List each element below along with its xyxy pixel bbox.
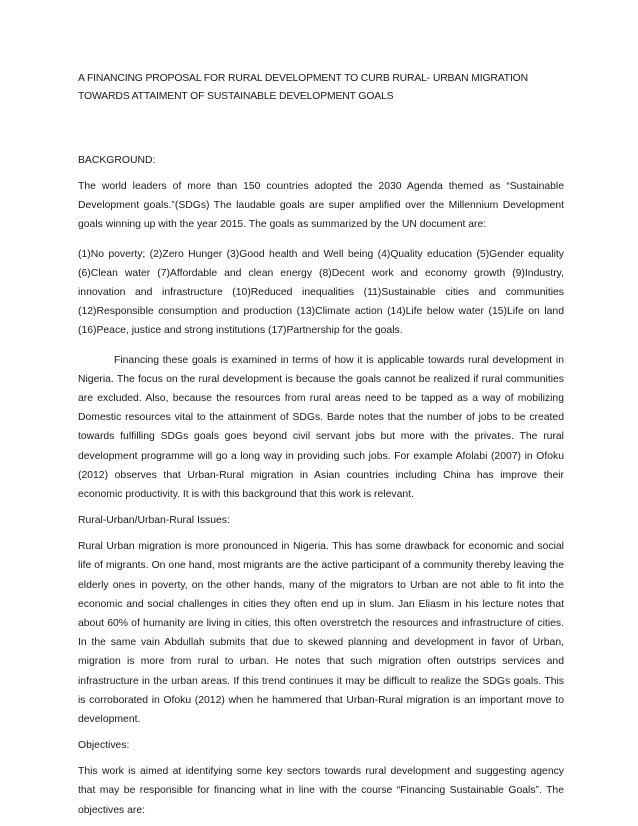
objectives-heading: Objectives: [78, 740, 130, 752]
background-paragraph-3: Financing these goals is examined in terms of how it is applicable towards rural development in Nigeria. The focus on the rural development is because the goals cannot be realized if rural communities are excluded. Also, because the resources from rural areas need to be tapped as a way of mobilizing Domestic resources vital to the attainment of SDGs. Barde notes that the number of jobs to be created towards fulfilling SDGs goals goes beyond civil servant jobs but more with the privates. The rural development programme will go a long way in providing such jobs. For example Afolabi (2007) in Ofoku (2012) observes that Urban-Rural migration in Asian countries including China has improve their economic productivity. It is with this background that this work is relevant. [78, 354, 564, 501]
objectives-paragraph: This work is aimed at identifying some key sectors towards rural development and suggesting agency that may be responsible for financing what in line with the course “Financing Sustainable Goals”. The objectives are: [78, 766, 564, 816]
issues-paragraph: Rural Urban migration is more pronounced in Nigeria. This has some drawback for economic and social life of migrants. On one hand, most migrants are the active participant of a community thereby leaving the elderly ones in poverty, on the other hands, many of the migrators to Urban are not able to fit into the economic and social challenges in cities they often end up in slum. Jan Eliasm in his lecture notes that about 60% of humanity are living in cities, this often overstretch the resources and infrastructure of cities. In the same vain Abdullah submits that due to skewed planning and development in favor of Urban, migration is more from rural to urban. He notes that such migration often outstrips services and infrastructure in the urban areas. If this trend continues it may be difficult to realize the SDGs goals. This is corroborated in Ofoku (2012) when he hammered that Urban-Rural migration is an important move to development. [78, 541, 564, 726]
document-title: A FINANCING PROPOSAL FOR RURAL DEVELOPMENT TO CURB RURAL- URBAN MIGRATION TOWARDS ATTAIMENT OF SUSTAINABLE DEVELOPMENT GOALS [78, 73, 528, 102]
sdg-list-paragraph: (1)No poverty; (2)Zero Hunger (3)Good health and Well being (4)Quality education (5)Gender equality (6)Clean water (7)Affordable and clean energy (8)Decent work and economy growth (9)Industry, innovation and infrastructure (10)Reduced inequalities (11)Sustainable cities and communities (12)Responsible consumption and production (13)Climate action (14)Life below water (15)Life on land (16)Peace, justice and strong institutions (17)Partnership for the goals. [78, 248, 564, 337]
background-paragraph-1: The world leaders of more than 150 countries adopted the 2030 Agenda themed as “Sustainable Development goals.”(SDGs) The laudable goals are super amplified over the Millennium Development goals winning up with the year 2015. The goals as summarized by the UN document are: [78, 181, 564, 231]
issues-heading: Rural-Urban/Urban-Rural Issues: [78, 515, 230, 527]
background-heading: BACKGROUND: [78, 155, 156, 166]
